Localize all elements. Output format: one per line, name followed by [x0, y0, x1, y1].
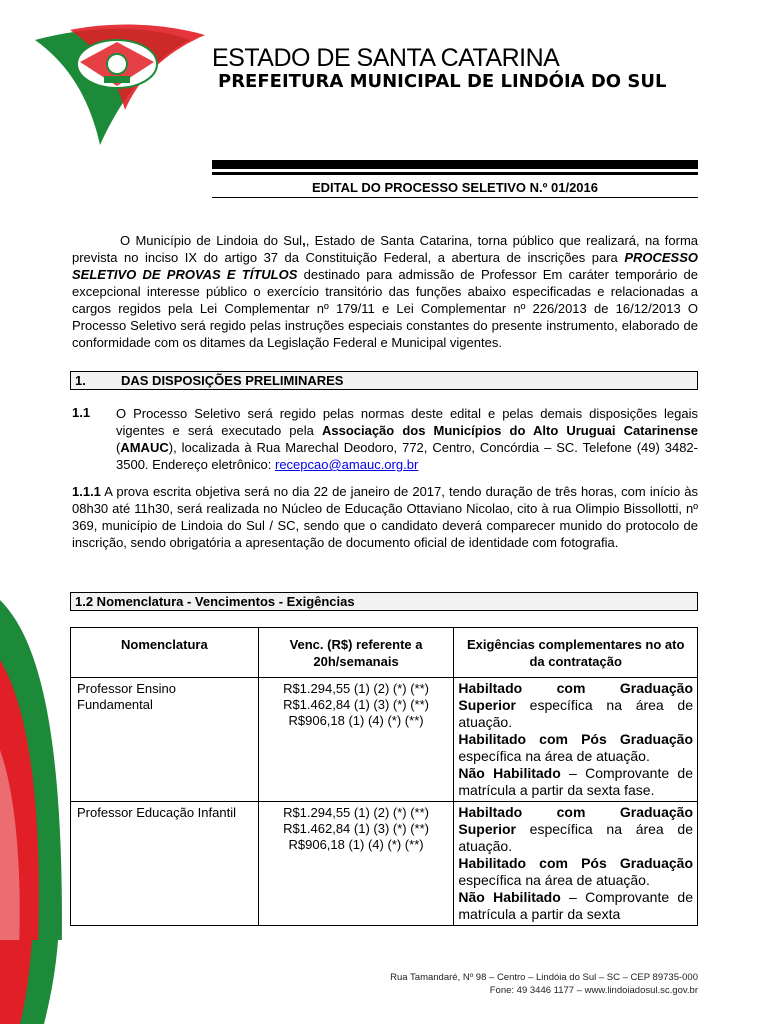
- venc-line: R$906,18 (1) (4) (*) (**): [288, 713, 424, 728]
- footer-address: Rua Tamandaré, Nº 98 – Centro – Lindóia do Sul – SC – CEP 89735-000: [390, 972, 698, 983]
- venc-line: R$1.294,55 (1) (2) (*) (**): [283, 805, 430, 820]
- section-1-title: DAS DISPOSIÇÕES PRELIMINARES: [121, 373, 344, 388]
- exig-text: específica na área de atuação.: [458, 821, 693, 854]
- exig-text: específica na área de atuação.: [458, 697, 693, 730]
- table-header-exigencias: Exigências complementares no ato da contratação: [454, 628, 698, 678]
- exig-bold: Não Habilitado: [458, 765, 561, 781]
- row-nomenclatura: Professor Ensino Fundamental: [71, 678, 259, 802]
- intro-paragraph: [72, 232, 698, 351]
- nomenclature-table: [70, 627, 698, 926]
- email-link[interactable]: recepcao@amauc.org.br: [275, 457, 419, 472]
- venc-line: R$1.462,84 (1) (3) (*) (**): [283, 697, 430, 712]
- table-row: [71, 678, 698, 802]
- exig-bold: Habiltado com Graduação Superior: [458, 680, 693, 713]
- section-1-2-title: 1.2 Nomenclatura - Vencimentos - Exigências: [75, 594, 355, 609]
- intro-text-3: destinado para admissão de Professor Em caráter temporário de excepcional interesse público o exercício transitório das funções abaixo especificadas e relacionadas a cargos regidos pela Lei Complementar nº 179/11 e Lei Complementar nº 226/2013 de 16/12/2013 O Processo Seletivo será regido pelas instruções especiais constantes do presente instrumento, elaborado de conformidade com os ditames da Legislação Federal e Municipal vigentes.: [72, 267, 698, 350]
- exig-text: – Comprovante de matrícula a partir da sexta: [458, 889, 693, 922]
- clause-1-1-number: 1.1: [72, 405, 91, 420]
- row-exigencias: [454, 678, 698, 802]
- exig-bold: Habilitado com Pós Graduação: [458, 731, 693, 747]
- row-exigencias: [454, 802, 698, 926]
- row-nomenclatura: Professor Educação Infantil: [71, 802, 259, 926]
- intro-text-2: , Estado de Santa Catarina, torna público que realizará, na forma prevista no inciso IX do artigo 37 da Constituição Federal, a abertura de inscrições para: [72, 233, 699, 265]
- intro-emphasis: PROCESSO SELETIVO DE PROVAS E TÍTULOS: [72, 250, 698, 282]
- clause-1-1-part2: (: [116, 440, 121, 455]
- clause-1-1-1-number: 1.1.1: [72, 484, 101, 499]
- row-vencimentos: [258, 802, 454, 926]
- prefeitura-title: PREFEITURA MUNICIPAL DE LINDÓIA DO SUL: [218, 71, 667, 92]
- footer-contact: Fone: 49 3446 1177 – www.lindoiadosul.sc.gov.br: [489, 985, 698, 996]
- table-header-row: [71, 628, 698, 678]
- clause-1-1-part1: O Processo Seletivo será regido pelas normas deste edital e pelas demais disposições legais vigentes e será executado pela: [116, 406, 698, 438]
- exig-text: específica na área de atuação.: [458, 872, 650, 888]
- decorative-swoosh-bottom: [0, 940, 60, 1024]
- intro-comma: ,: [302, 233, 306, 248]
- section-1-header: [70, 371, 698, 390]
- venc-line: R$906,18 (1) (4) (*) (**): [288, 837, 424, 852]
- venc-line: R$1.294,55 (1) (2) (*) (**): [283, 681, 430, 696]
- header-rule-thick: [212, 160, 698, 169]
- amauc-acronym: AMAUC: [120, 440, 169, 455]
- header-rule-thin: [212, 172, 698, 175]
- section-1-2-header: [70, 592, 698, 611]
- intro-text-1: O Município de Lindoia do Sul: [120, 233, 303, 248]
- table-header-nomenclatura: Nomenclatura: [71, 628, 259, 678]
- clause-1-1-text: [116, 405, 698, 473]
- table-header-vencimento: Venc. (R$) referente a 20h/semanais: [258, 628, 454, 678]
- clause-1-1-1-body: A prova escrita objetiva será no dia 22 de janeiro de 2017, tendo duração de três horas, com início às 08h30 até 11h30, será realizada no Núcleo de Educação Ottaviano Nicolao, cito à rua Olimpio Bissollotti, nº 369, município de Lindoia do Sul / SC, sendo que o candidato deverá comparecer munido do protocolo de inscrição, sendo obrigatória a apresentação de documento oficial de identidade com fotografia.: [72, 484, 698, 550]
- exig-bold: Habiltado com Graduação Superior: [458, 804, 693, 837]
- exig-bold: Habilitado com Pós Graduação: [458, 855, 693, 871]
- clause-1-1-1-text: [72, 483, 698, 551]
- edital-title: EDITAL DO PROCESSO SELETIVO N.º 01/2016: [311, 180, 598, 195]
- amauc-fullname: Associação dos Municípios do Alto Uruguai Catarinense: [321, 423, 698, 438]
- clause-1-1-part3: ), localizada à Rua Marechal Deodoro, 772, Centro, Concórdia – SC. Telefone (49) 3482-3500. Endereço eletrônico:: [116, 440, 698, 472]
- venc-line: R$1.462,84 (1) (3) (*) (**): [283, 821, 430, 836]
- exig-text: específica na área de atuação.: [458, 748, 650, 764]
- state-title: ESTADO DE SANTA CATARINA: [212, 44, 560, 72]
- state-seal-logo: [72, 32, 162, 92]
- section-1-number: 1.: [75, 373, 86, 388]
- exig-bold: Não Habilitado: [458, 889, 561, 905]
- row-vencimentos: [258, 678, 454, 802]
- edital-title-underline: [212, 197, 698, 198]
- table-row: [71, 802, 698, 926]
- exig-text: – Comprovante de matrícula a partir da sexta fase.: [458, 765, 693, 798]
